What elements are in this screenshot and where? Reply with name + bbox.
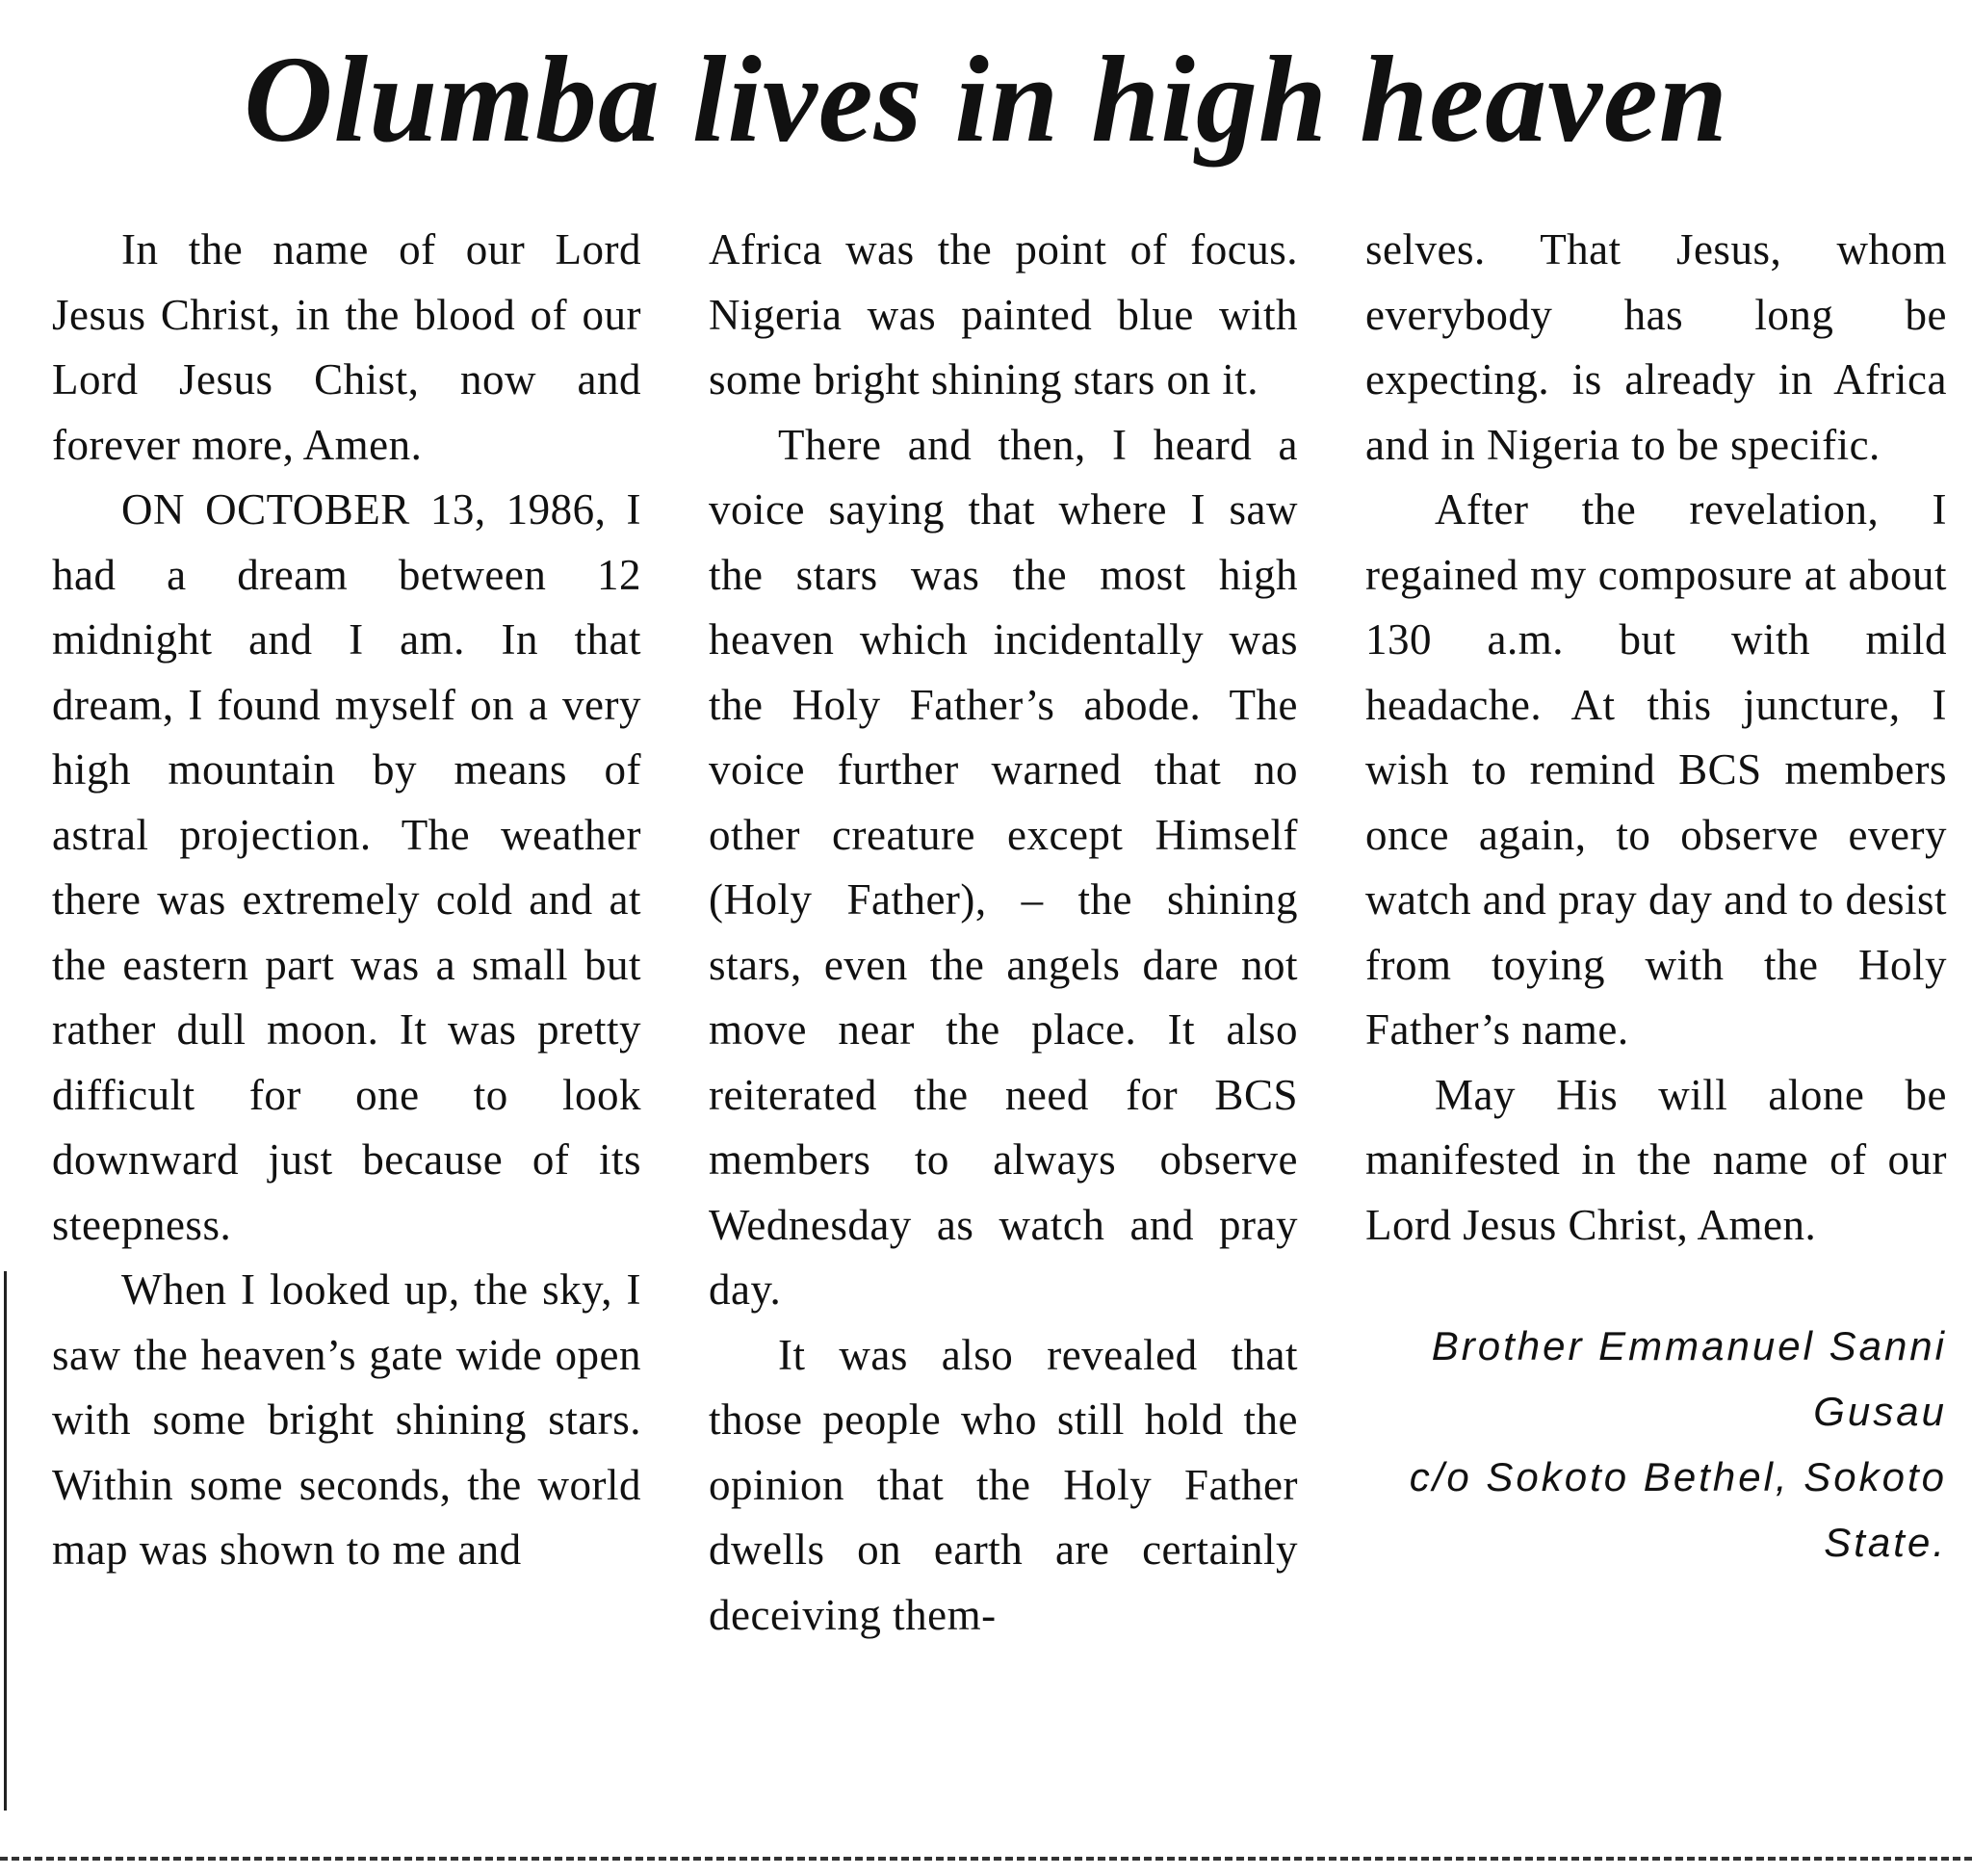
- column-3-paragraph-2: After the revelation, I regained my composure at about 130 a.m. but with mild headache. At this juncture, I wish to remind BCS members once again, to observe every watch and pray day and to desist from toying with the Holy Father’s name.: [1365, 485, 1947, 1054]
- column-1-paragraph-3: When I looked up, the sky, I saw the heaven’s gate wide open with some bright shining stars. Within some seconds, the world map was shown to me and: [52, 1265, 641, 1574]
- author-name-line-1: Brother Emmanuel Sanni: [1431, 1323, 1947, 1368]
- bottom-dashed-rule: [0, 1857, 1972, 1861]
- column-1-paragraph-2: ON OCTOBER 13, 1986, I had a dream between 12 midnight and I am. In that dream, I found myself on a very high mountain by means of astral projection. The weather there was extremely cold and at the eastern part was a small but rather dull moon. It was pretty difficult for one to look downward just because of its steepness.: [52, 485, 641, 1249]
- column-1-paragraph-1: In the name of our Lord Jesus Christ, in the blood of our Lord Jesus Chist, now and forever more, Amen.: [52, 225, 641, 469]
- article-column-1: [52, 218, 641, 1583]
- headline: Olumba lives in high heaven: [244, 31, 1728, 168]
- article-column-3: [1365, 218, 1947, 1576]
- column-3-paragraph-1: selves. That Jesus, whom everybody has long be expecting. is already in Africa and in Nigeria to be specific.: [1365, 225, 1947, 469]
- column-2-paragraph-2: There and then, I heard a voice saying that where I saw the stars was the most high heaven which incidentally was the Holy Father’s abode. The voice further warned that no other creature except Himself (Holy Father), – the shining stars, even the angels dare not move near the place. It also reiterated the need for BCS members to always observe Wednesday as watch and pray day.: [709, 420, 1298, 1314]
- author-signature: [1365, 1314, 1947, 1576]
- column-2-paragraph-1: Africa was the point of focus. Nigeria was painted blue with some bright shining stars on it.: [709, 225, 1298, 404]
- left-margin-rule: [4, 1271, 7, 1811]
- author-address-line-2: State.: [1824, 1520, 1947, 1565]
- author-name-line-2: Gusau: [1813, 1389, 1947, 1434]
- column-2-paragraph-3: It was also revealed that those people who still hold the opinion that the Holy Father dwells on earth are certainly deceiving them-: [709, 1330, 1298, 1639]
- column-3-paragraph-3: May His will alone be manifested in the name of our Lord Jesus Christ, Amen.: [1365, 1070, 1947, 1249]
- article-column-2: [709, 218, 1298, 1648]
- author-address-line-1: c/o Sokoto Bethel, Sokoto: [1409, 1454, 1947, 1499]
